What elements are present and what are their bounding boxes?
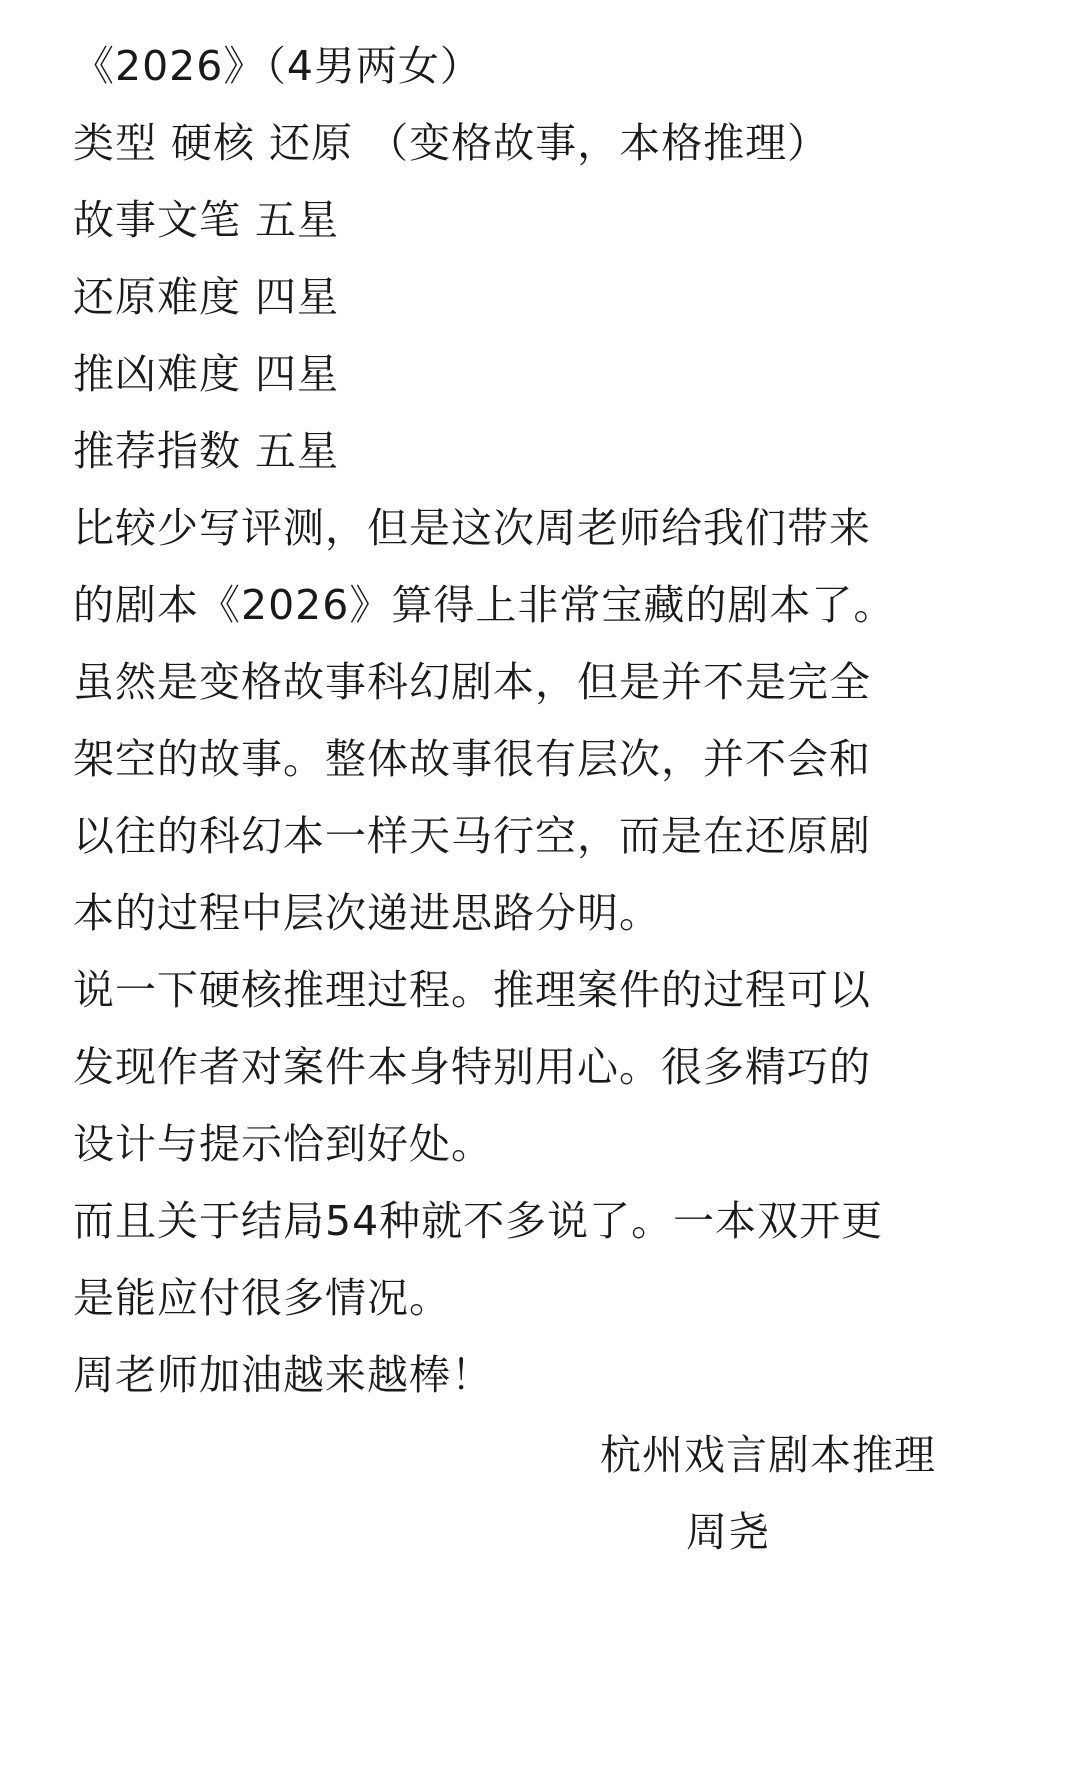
paragraph-line: 发现作者对案件本身特别用心。很多精巧的	[73, 1043, 871, 1091]
rating-restore-line: 还原难度 四星	[73, 273, 340, 321]
paragraph-line: 以往的科幻本一样天马行空，而是在还原剧	[73, 812, 871, 860]
rating-deduction-line: 推凶难度 四星	[73, 350, 340, 398]
paragraph-line: 架空的故事。整体故事很有层次，并不会和	[73, 735, 871, 783]
paragraph-line: 虽然是变格故事科幻剧本，但是并不是完全	[73, 658, 871, 706]
paragraph-line: 的剧本《2026》算得上非常宝藏的剧本了。	[73, 581, 896, 629]
paragraph-line: 而且关于结局54种就不多说了。一本双开更	[73, 1197, 884, 1245]
rating-story-line: 故事文笔 五星	[73, 196, 340, 244]
signature-org: 杭州戏言剧本推理	[600, 1431, 936, 1479]
type-line: 类型 硬核 还原 （变格故事，本格推理）	[73, 119, 830, 167]
paragraph-line: 是能应付很多情况。	[73, 1274, 451, 1322]
paragraph-line: 比较少写评测，但是这次周老师给我们带来	[73, 504, 871, 552]
title-line: 《2026》（4男两女）	[73, 42, 482, 90]
paragraph-line: 设计与提示恰到好处。	[73, 1120, 493, 1168]
paragraph-line: 说一下硬核推理过程。推理案件的过程可以	[73, 966, 871, 1014]
closing-line: 周老师加油越来越棒！	[73, 1351, 493, 1399]
paragraph-line: 本的过程中层次递进思路分明。	[73, 889, 661, 937]
signature-name: 周尧	[686, 1508, 770, 1556]
rating-recommend-line: 推荐指数 五星	[73, 427, 340, 475]
